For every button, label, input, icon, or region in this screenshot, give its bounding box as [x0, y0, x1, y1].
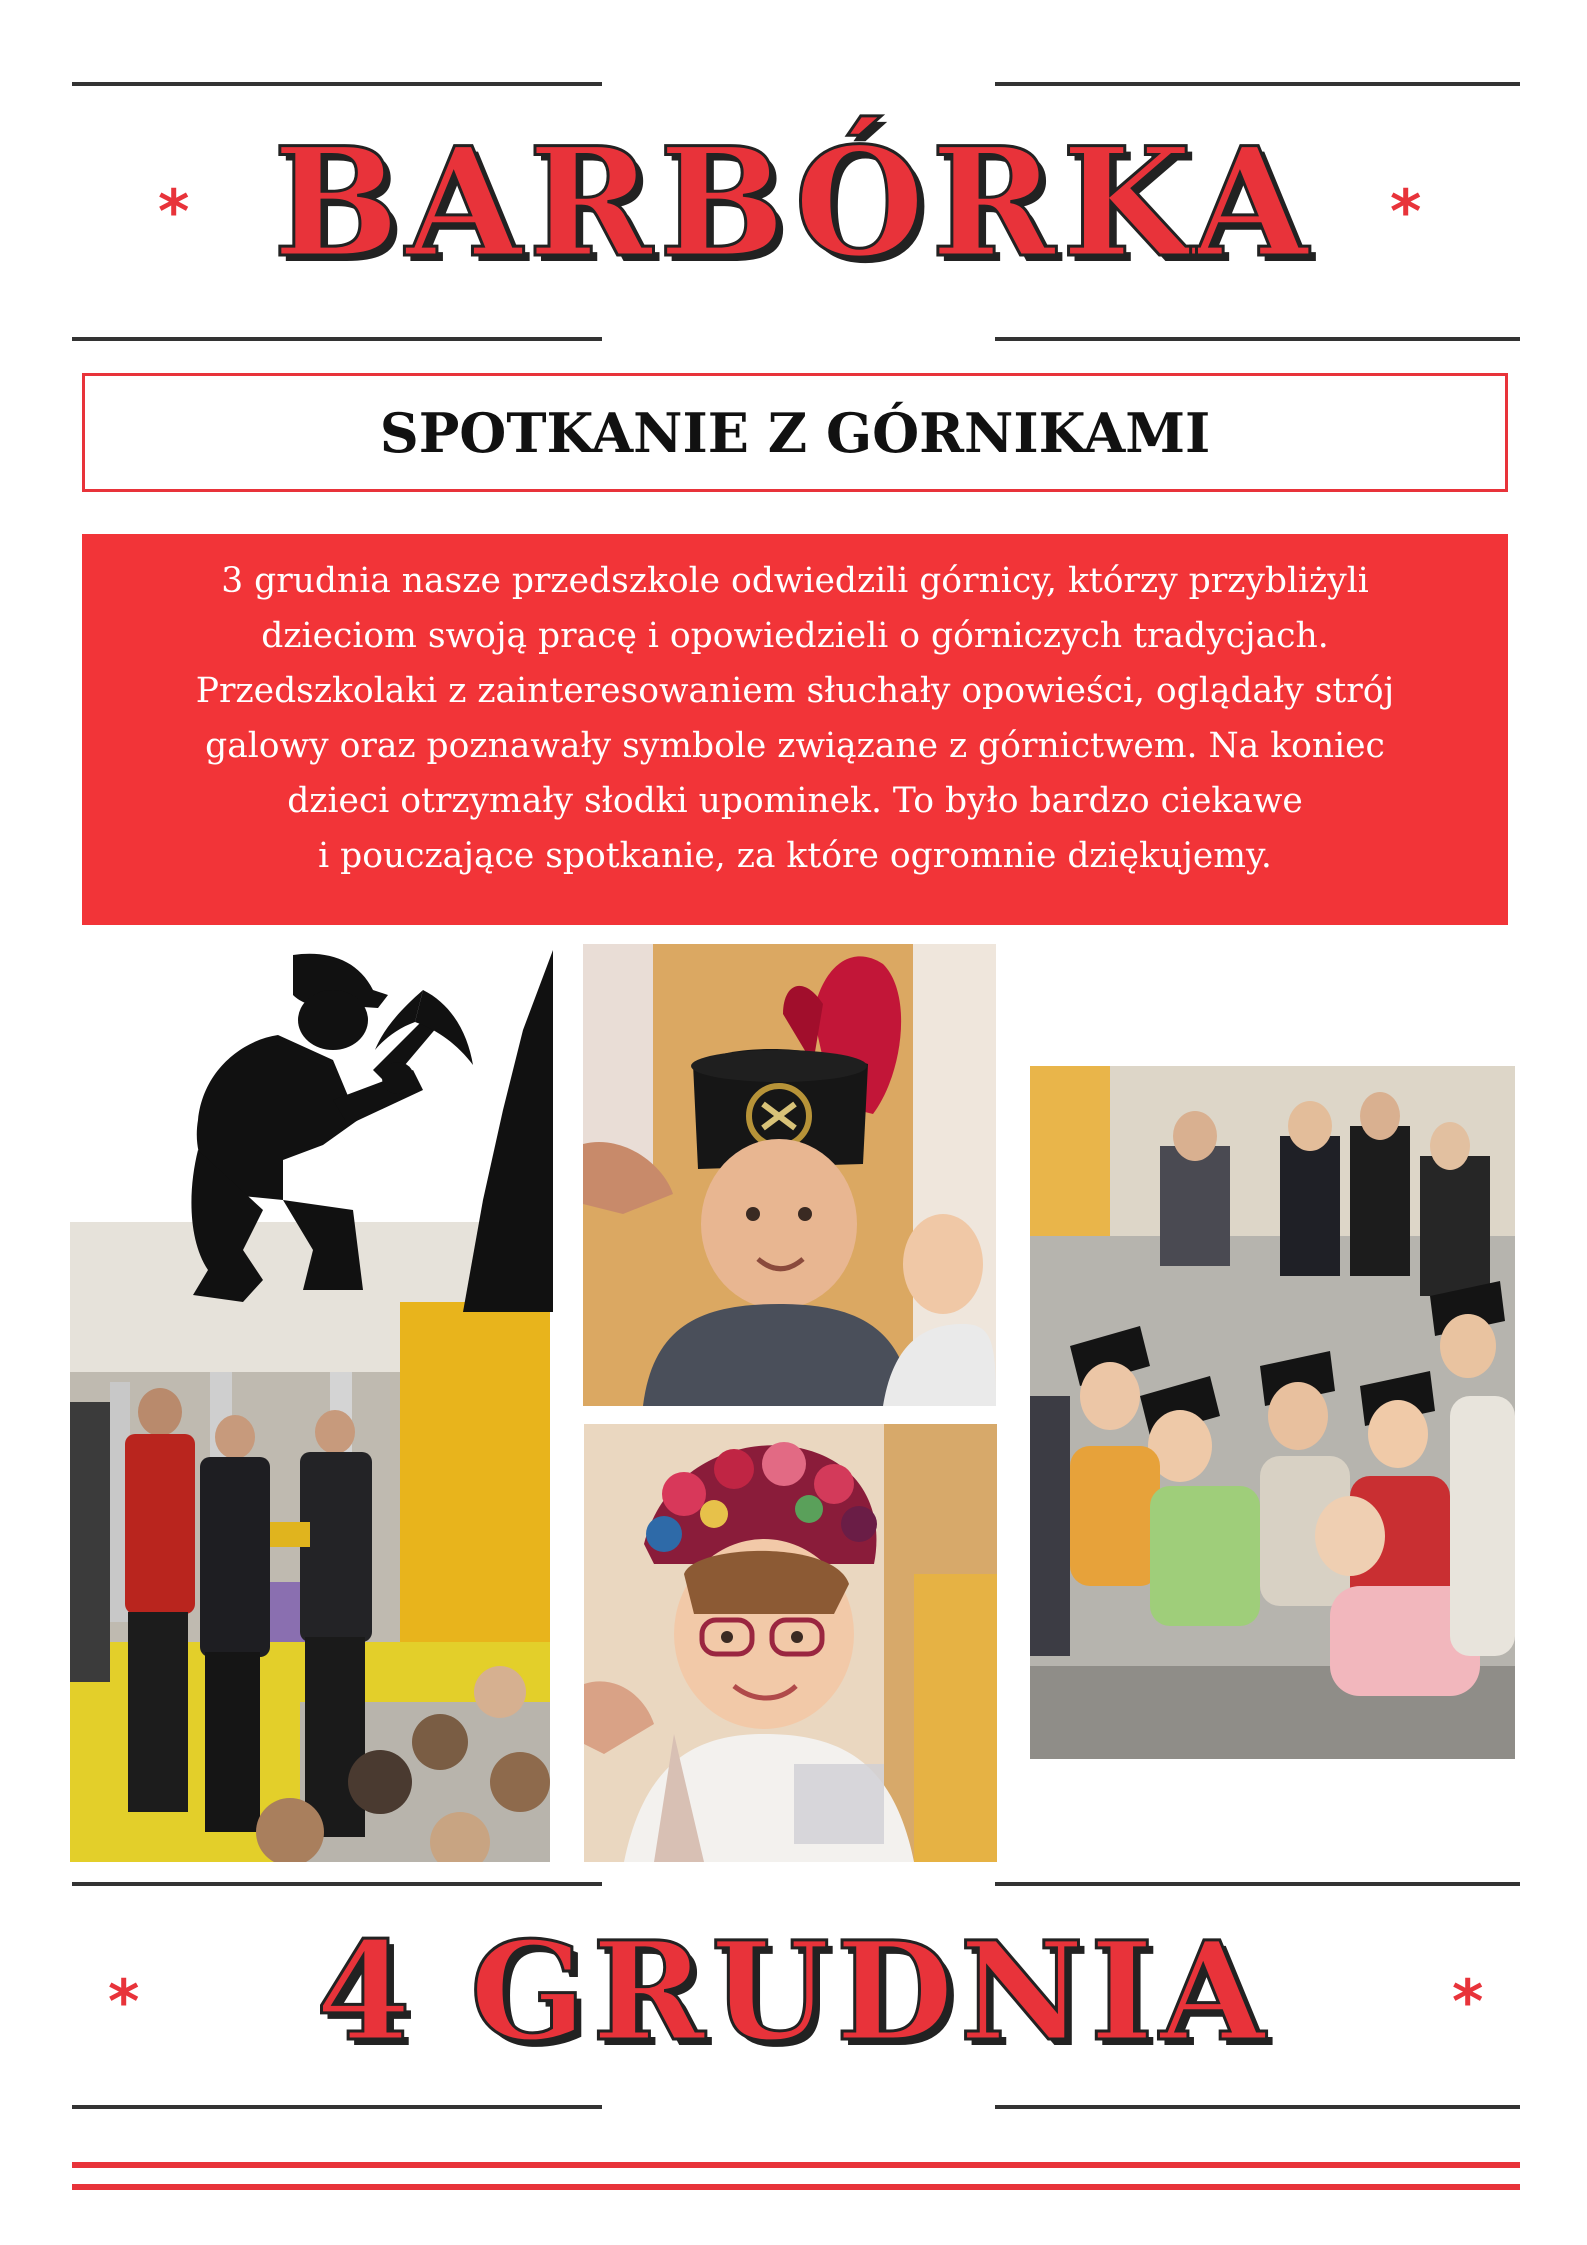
date-heading: 4 GRUDNIA — [315, 1912, 1272, 2072]
children-audience-photo — [1030, 1066, 1515, 1759]
footer-red-rule-1 — [72, 2162, 1520, 2168]
bottom-rule-right-1 — [995, 1882, 1520, 1886]
top-rule-right-1 — [995, 82, 1520, 86]
subtitle-box — [82, 373, 1508, 492]
boy-miner-hat-photo — [583, 944, 996, 1406]
star-right-icon: * — [1390, 177, 1422, 247]
intro-line: i pouczające spotkanie, za które ogromnie dziękujemy. — [318, 836, 1272, 876]
intro-line: galowy oraz poznawały symbole związane z górnictwem. Na koniec — [205, 726, 1385, 766]
miner-silhouette-svg — [183, 950, 553, 1312]
intro-line: dzieciom swoją pracę i opowiedzieli o górniczych tradycjach. — [261, 616, 1329, 656]
bottom-rule-left-1 — [72, 1882, 602, 1886]
footer-red-rule-2 — [72, 2184, 1520, 2190]
subtitle: SPOTKANIE Z GÓRNIKAMI — [379, 400, 1211, 465]
intro-line: dzieci otrzymały słodki upominek. To było bardzo ciekawe — [287, 781, 1303, 821]
top-rule-left-2 — [72, 337, 602, 341]
intro-line: 3 grudnia nasze przedszkole odwiedzili górnicy, którzy przybliżyli — [221, 561, 1369, 601]
miner-silhouette-icon — [183, 950, 553, 1312]
girl-flower-crown-photo — [584, 1424, 997, 1862]
bottom-rule-right-2 — [995, 2105, 1520, 2109]
top-rule-left-1 — [72, 82, 602, 86]
miners-presentation-illustration — [70, 1222, 550, 1862]
star-right-bottom-icon: * — [1452, 1967, 1484, 2037]
girl-flower-crown-illustration — [584, 1424, 997, 1862]
miners-presentation-photo — [70, 1222, 550, 1862]
intro-line: Przedszkolaki z zainteresowaniem słuchały opowieści, oglądały strój — [195, 671, 1395, 711]
star-left-icon: * — [158, 177, 190, 247]
intro-text-block — [82, 534, 1508, 925]
boy-miner-hat-illustration — [583, 944, 996, 1406]
star-left-bottom-icon: * — [108, 1967, 140, 2037]
children-audience-illustration — [1030, 1066, 1515, 1759]
top-rule-right-2 — [995, 337, 1520, 341]
page-title: BARBÓRKA — [272, 115, 1315, 291]
bottom-rule-left-2 — [72, 2105, 602, 2109]
